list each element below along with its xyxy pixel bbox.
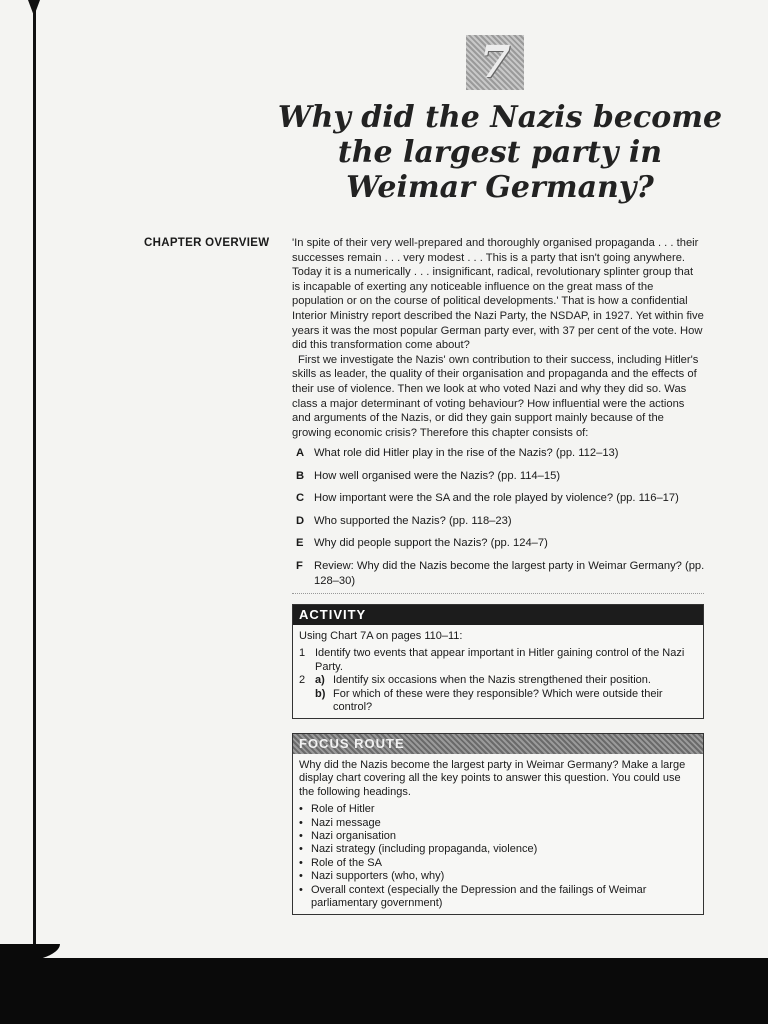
activity-question-1	[299, 647, 697, 674]
section-list	[296, 446, 706, 596]
overview-label: CHAPTER OVERVIEW	[144, 237, 270, 249]
section-letter: C	[296, 492, 305, 505]
list-item	[296, 514, 706, 529]
activity-body	[293, 625, 703, 718]
section-letter: E	[296, 537, 304, 550]
subquestion-label: b)	[315, 687, 326, 700]
section-text: How well organised were the Nazis? (pp. 114–15)	[314, 469, 561, 482]
spine-tip	[28, 0, 40, 16]
focus-item-text: Role of Hitler	[311, 803, 375, 816]
activity-box	[292, 604, 704, 719]
list-item: • Overall context (especially the Depression and the failings of Weimar parliamentary government)	[299, 884, 697, 911]
section-letter: B	[296, 469, 305, 482]
overview-paragraph-1: 'In spite of their very well-prepared and thoroughly organised propaganda . . . their successes remain . . . very modest . . . This is a party that isn't going anywhere. Today it is a numerically . . . insignificant, radical, revolutionary splinter group that is incapable of exerting any noticeable influence on the great mass of the population or on the course of political developments.' That is how a confidential Interior Ministry report described the Nazi Party, the NSDAP, in 1927. Yet within five years it was the most popular German party ever, with 37 per cent of the vote. How did this transformation come about?	[292, 237, 704, 352]
section-text: Why did people support the Nazis? (pp. 124–7)	[314, 537, 548, 550]
activity-heading: ACTIVITY	[293, 605, 703, 625]
list-item: • Nazi message	[299, 816, 381, 829]
overview-paragraph-2: First we investigate the Nazis' own contribution to their success, including Hitler's skills as leader, the quality of their organisation and propaganda and the effects of their use of violence. Then we look at who voted Nazi and why they did so. Was class a major determinant of voting behaviour? How influential were the actions and arguments of the Nazis, or did they gain support mainly because of the growing economic crisis? Therefore this chapter consists of:	[292, 353, 699, 439]
focus-route-box	[292, 733, 704, 915]
question-text: Identify two events that appear important in Hitler gaining control of the Nazi Party.	[315, 647, 685, 673]
list-item: • Role of Hitler	[299, 803, 375, 816]
question-text: For which of these were they responsible? Which were outside their control?	[333, 687, 663, 714]
focus-item-text: Nazi message	[311, 816, 381, 829]
chapter-number: 7	[466, 35, 524, 90]
focus-route-intro: Why did the Nazis become the largest party in Weimar Germany? Make a large display chart covering all the key points to answer this question. You could use the following headings.	[299, 759, 686, 798]
question-number: 2	[299, 674, 306, 687]
focus-item-text: Nazi organisation	[311, 830, 396, 843]
list-item: • Nazi organisation	[299, 830, 396, 843]
list-item	[296, 491, 706, 506]
divider	[292, 593, 704, 594]
overview-body	[292, 236, 704, 440]
question-text: Identify six occasions when the Nazis strengthened their position.	[333, 674, 651, 687]
activity-question-2b	[299, 688, 697, 715]
focus-item-text: Overall context (especially the Depression and the failings of Weimar parliamentary government)	[311, 883, 647, 910]
section-letter: A	[296, 447, 305, 459]
activity-intro: Using Chart 7A on pages 110–11:	[299, 630, 463, 642]
question-number: 1	[299, 647, 306, 660]
focus-item-text: Role of the SA	[311, 856, 382, 869]
list-item	[296, 536, 706, 551]
list-item	[296, 469, 706, 484]
section-text: What role did Hitler play in the rise of the Nazis? (pp. 112–13)	[314, 447, 619, 459]
list-item	[296, 559, 706, 588]
focus-route-heading: FOCUS ROUTE	[293, 734, 703, 754]
chapter-title: Why did the Nazis become the largest party in Weimar Germany?	[277, 100, 723, 205]
focus-route-body	[293, 754, 703, 914]
section-text: How important were the SA and the role played by violence? (pp. 116–17)	[314, 492, 679, 505]
list-item	[296, 446, 706, 461]
book-spine	[33, 0, 36, 960]
page-bottom-shadow	[0, 958, 768, 1024]
section-text: Review: Why did the Nazis become the largest party in Weimar Germany? (pp. 128–30)	[314, 559, 705, 587]
focus-item-text: Nazi strategy (including propaganda, violence)	[311, 843, 538, 856]
subquestion-label: a)	[315, 674, 325, 687]
section-letter: F	[296, 559, 303, 572]
section-letter: D	[296, 514, 305, 527]
list-item: • Role of the SA	[299, 856, 382, 869]
activity-question-2a	[299, 674, 697, 687]
focus-item-text: Nazi supporters (who, why)	[311, 870, 445, 883]
list-item: • Nazi supporters (who, why)	[299, 870, 445, 883]
section-text: Who supported the Nazis? (pp. 118–23)	[314, 514, 512, 527]
list-item: • Nazi strategy (including propaganda, violence)	[299, 843, 538, 856]
